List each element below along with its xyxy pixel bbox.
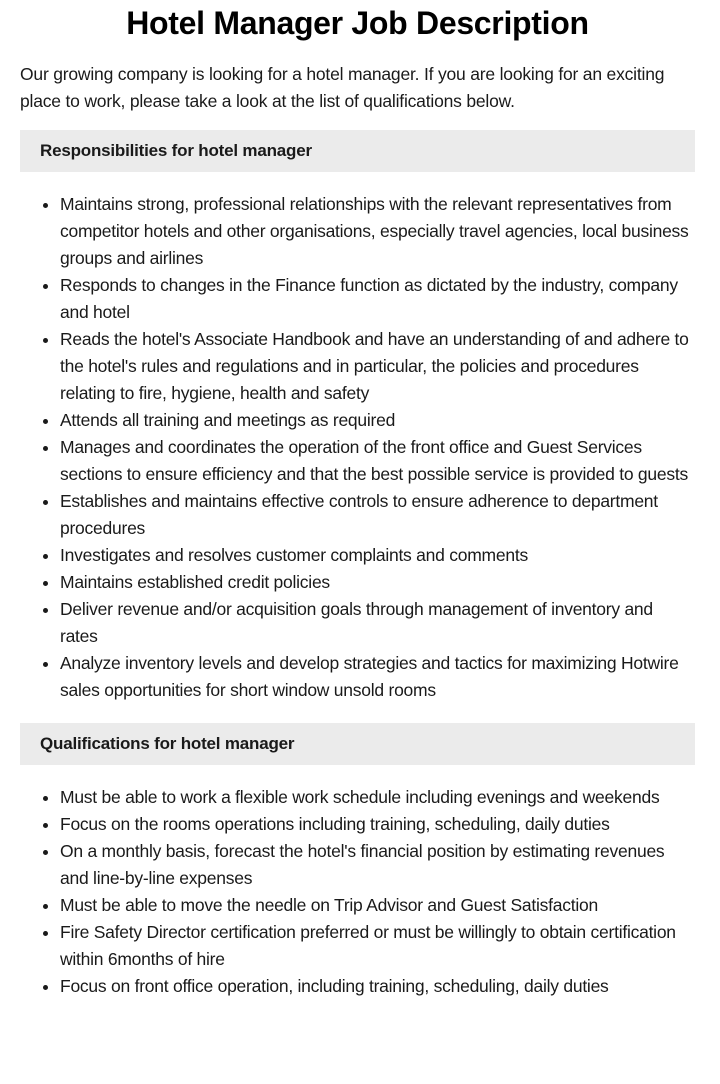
list-item: • Deliver revenue and/or acquisition goals through management of inventory and rates <box>60 596 695 650</box>
list-item: • Must be able to work a flexible work schedule including evenings and weekends <box>60 784 695 811</box>
list-item: • Focus on front office operation, including training, scheduling, daily duties <box>60 973 695 1000</box>
list-item: • Fire Safety Director certification preferred or must be willingly to obtain certification within 6months of hire <box>60 919 695 973</box>
responsibilities-heading: Responsibilities for hotel manager <box>20 130 695 172</box>
responsibilities-list <box>20 191 695 704</box>
qualifications-list <box>20 784 695 1000</box>
list-item: • Manages and coordinates the operation of the front office and Guest Services sections to ensure efficiency and that the best possible service is provided to guests <box>60 434 695 488</box>
list-item: • Attends all training and meetings as required <box>60 407 695 434</box>
qualifications-heading: Qualifications for hotel manager <box>20 723 695 765</box>
list-item: • Responds to changes in the Finance function as dictated by the industry, company and hotel <box>60 272 695 326</box>
list-item: • Focus on the rooms operations including training, scheduling, daily duties <box>60 811 695 838</box>
list-item: • Maintains strong, professional relationships with the relevant representatives from competitor hotels and other organisations, especially travel agencies, local business groups and airlines <box>60 191 695 272</box>
list-item: • Maintains established credit policies <box>60 569 695 596</box>
list-item: • Reads the hotel's Associate Handbook and have an understanding of and adhere to the hotel's rules and regulations and in particular, the policies and procedures relating to fire, hygiene, health and safety <box>60 326 695 407</box>
list-item: • Analyze inventory levels and develop strategies and tactics for maximizing Hotwire sales opportunities for short window unsold rooms <box>60 650 695 704</box>
list-item: • Establishes and maintains effective controls to ensure adherence to department procedures <box>60 488 695 542</box>
list-item: • Investigates and resolves customer complaints and comments <box>60 542 695 569</box>
page-title: Hotel Manager Job Description <box>126 5 589 41</box>
list-item: • Must be able to move the needle on Trip Advisor and Guest Satisfaction <box>60 892 695 919</box>
intro-paragraph: Our growing company is looking for a hotel manager. If you are looking for an exciting place to work, please take a look at the list of qualifications below. <box>20 64 665 111</box>
list-item: • On a monthly basis, forecast the hotel's financial position by estimating revenues and line-by-line expenses <box>60 838 695 892</box>
